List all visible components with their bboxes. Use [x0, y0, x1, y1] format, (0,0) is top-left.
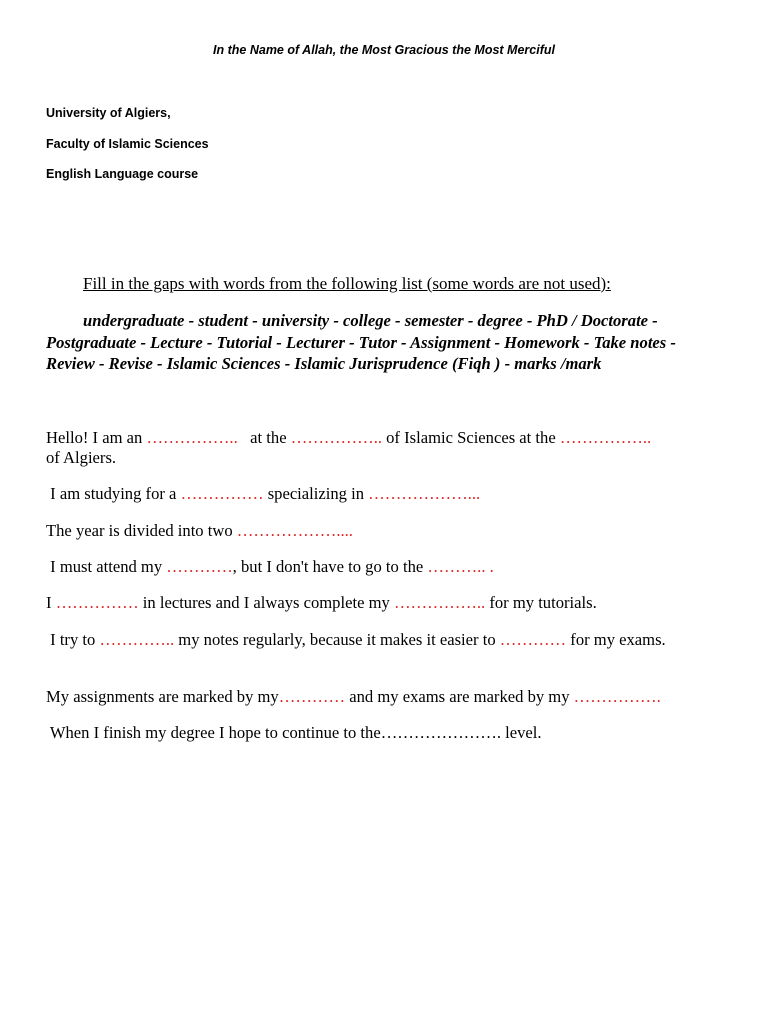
university-name: University of Algiers, — [46, 106, 171, 120]
exercise-instruction: Fill in the gaps with words from the following list (some words are not used): — [83, 274, 611, 293]
gap-blank[interactable]: …………… — [180, 484, 264, 503]
gap-blank[interactable]: ………… — [278, 687, 346, 706]
gap-blank[interactable]: ………….. — [99, 630, 175, 649]
sentence-text: for my tutorials. — [485, 593, 597, 612]
sentence-text: , but I don't have to go to the — [232, 557, 428, 576]
sentence-text: specializing in — [263, 484, 369, 503]
sentence-4 — [46, 557, 726, 577]
gap-blank[interactable]: …………… — [55, 593, 139, 612]
sentence-text: I must attend my — [46, 557, 167, 576]
gap-blank[interactable]: ………………... — [368, 484, 481, 503]
gap-blank[interactable]: ……………….... — [236, 521, 353, 540]
sentence-text: level. — [501, 723, 542, 742]
sentence-7 — [46, 687, 726, 707]
sentence-text: I try to — [46, 630, 100, 649]
sentence-6 — [46, 630, 726, 650]
gap-blank[interactable]: …………….. — [290, 428, 382, 447]
sentence-text: The year is divided into two — [46, 521, 237, 540]
sentence-text: for my exams. — [566, 630, 666, 649]
gap-blank[interactable]: …………….. — [559, 428, 652, 447]
gap-blank[interactable]: ………… — [499, 630, 567, 649]
sentence-text: at the — [237, 428, 291, 447]
course-name: English Language course — [46, 167, 199, 181]
sentence-text: I — [46, 593, 56, 612]
sentence-text: of Islamic Sciences at the — [381, 428, 560, 447]
faculty-name: Faculty of Islamic Sciences — [46, 137, 209, 151]
sentence-text: When I finish my degree I hope to continue to the — [46, 723, 381, 742]
sentence-5 — [46, 593, 726, 613]
sentence-text: I am studying for a — [46, 484, 181, 503]
sentence-1 — [46, 428, 726, 468]
sentence-text: My assignments are marked by my — [46, 687, 279, 706]
gap-blank[interactable]: …………….. — [393, 593, 486, 612]
gap-blank[interactable]: …………………. — [380, 723, 502, 742]
sentence-3 — [46, 521, 726, 541]
gap-blank[interactable]: …………….. — [146, 428, 238, 447]
sentence-text: in lectures and I always complete my — [138, 593, 394, 612]
gap-blank[interactable]: ……….. . — [427, 557, 494, 576]
word-list: undergraduate - student - university - college - semester - degree - PhD / Doctorate - Postgraduate - Lecture - Tutorial - Lecturer - Tutor - Assignment - Homework - Take notes - Review - Revise - Islamic Sciences - Islamic Jurisprudence (Fiqh ) - marks /mark — [46, 311, 676, 373]
basmala-heading: In the Name of Allah, the Most Gracious the Most Merciful — [213, 43, 555, 57]
sentence-8 — [46, 723, 726, 743]
sentence-text: and my exams are marked by my — [345, 687, 574, 706]
gap-blank[interactable]: ……………. — [573, 687, 661, 706]
sentence-2 — [46, 484, 726, 504]
sentence-text: of Algiers. — [46, 448, 117, 467]
sentence-text: Hello! I am an — [46, 428, 147, 447]
gap-blank[interactable]: ………… — [166, 557, 233, 576]
sentence-text: my notes regularly, because it makes it easier to — [174, 630, 500, 649]
